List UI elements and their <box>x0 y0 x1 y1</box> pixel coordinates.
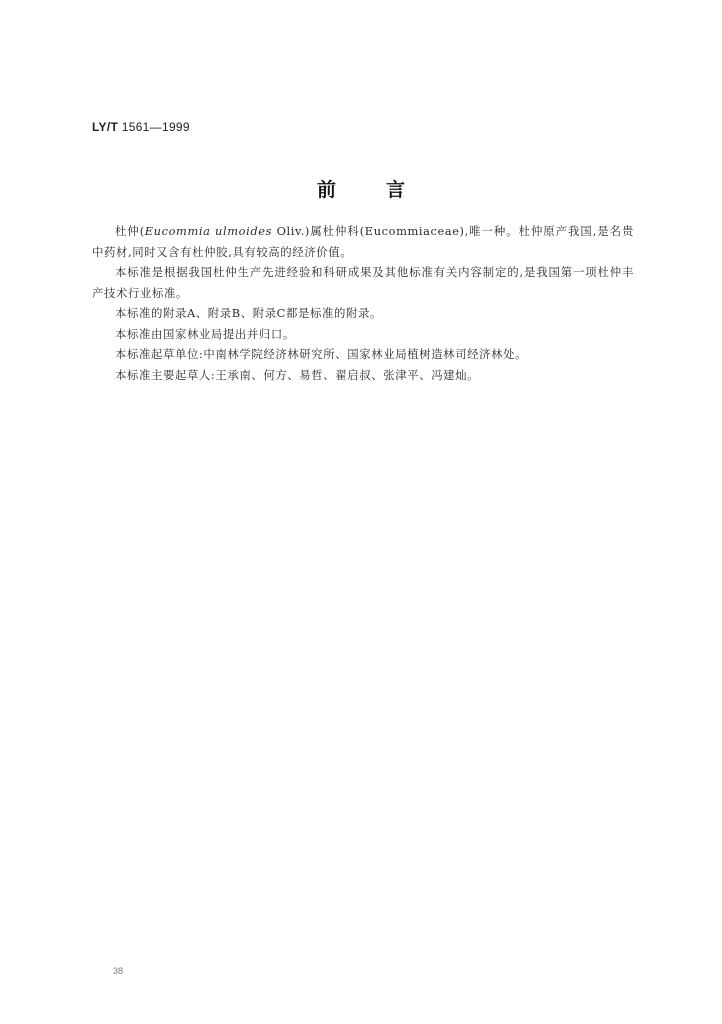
standard-prefix: LY/T <box>92 120 119 134</box>
paragraph-intro: 杜仲(Eucommia ulmoides Oliv.)属杜仲科(Eucommiaceae),唯一种。杜仲原产我国,是名贵中药材,同时又含有杜仲胶,具有较高的经济价值。 <box>92 224 634 259</box>
standard-year: 1999 <box>161 120 190 134</box>
paragraph-drafting-unit: 本标准起草单位:中南林学院经济林研究所、国家林业局植树造林司经济林处。 <box>115 347 528 361</box>
latin-species-name: Eucommia ulmoides <box>144 224 273 238</box>
paragraph-drafters: 本标准主要起草人:王承南、何方、易哲、翟启叔、张津平、冯建灿。 <box>115 367 480 382</box>
paragraph-proposer: 本标准由国家林业局提出并归口。 <box>115 326 295 341</box>
title-char-1: 前 <box>316 179 336 201</box>
paragraph-appendix: 本标准的附录A、附录B、附录C都是标准的附录。 <box>115 306 382 320</box>
standard-number: 1561 <box>121 120 150 134</box>
title-char-2: 言 <box>386 179 406 201</box>
paragraph-basis: 本标准是根据我国杜仲生产先进经验和科研成果及其他标准有关内容制定的,是我国第一项杜仲丰产技术行业标准。 <box>92 265 634 300</box>
page-number: 38 <box>113 966 124 976</box>
standard-code: LY/T 1561—1999 <box>92 120 190 134</box>
page-title <box>0 175 722 202</box>
foreword-body <box>92 221 634 385</box>
